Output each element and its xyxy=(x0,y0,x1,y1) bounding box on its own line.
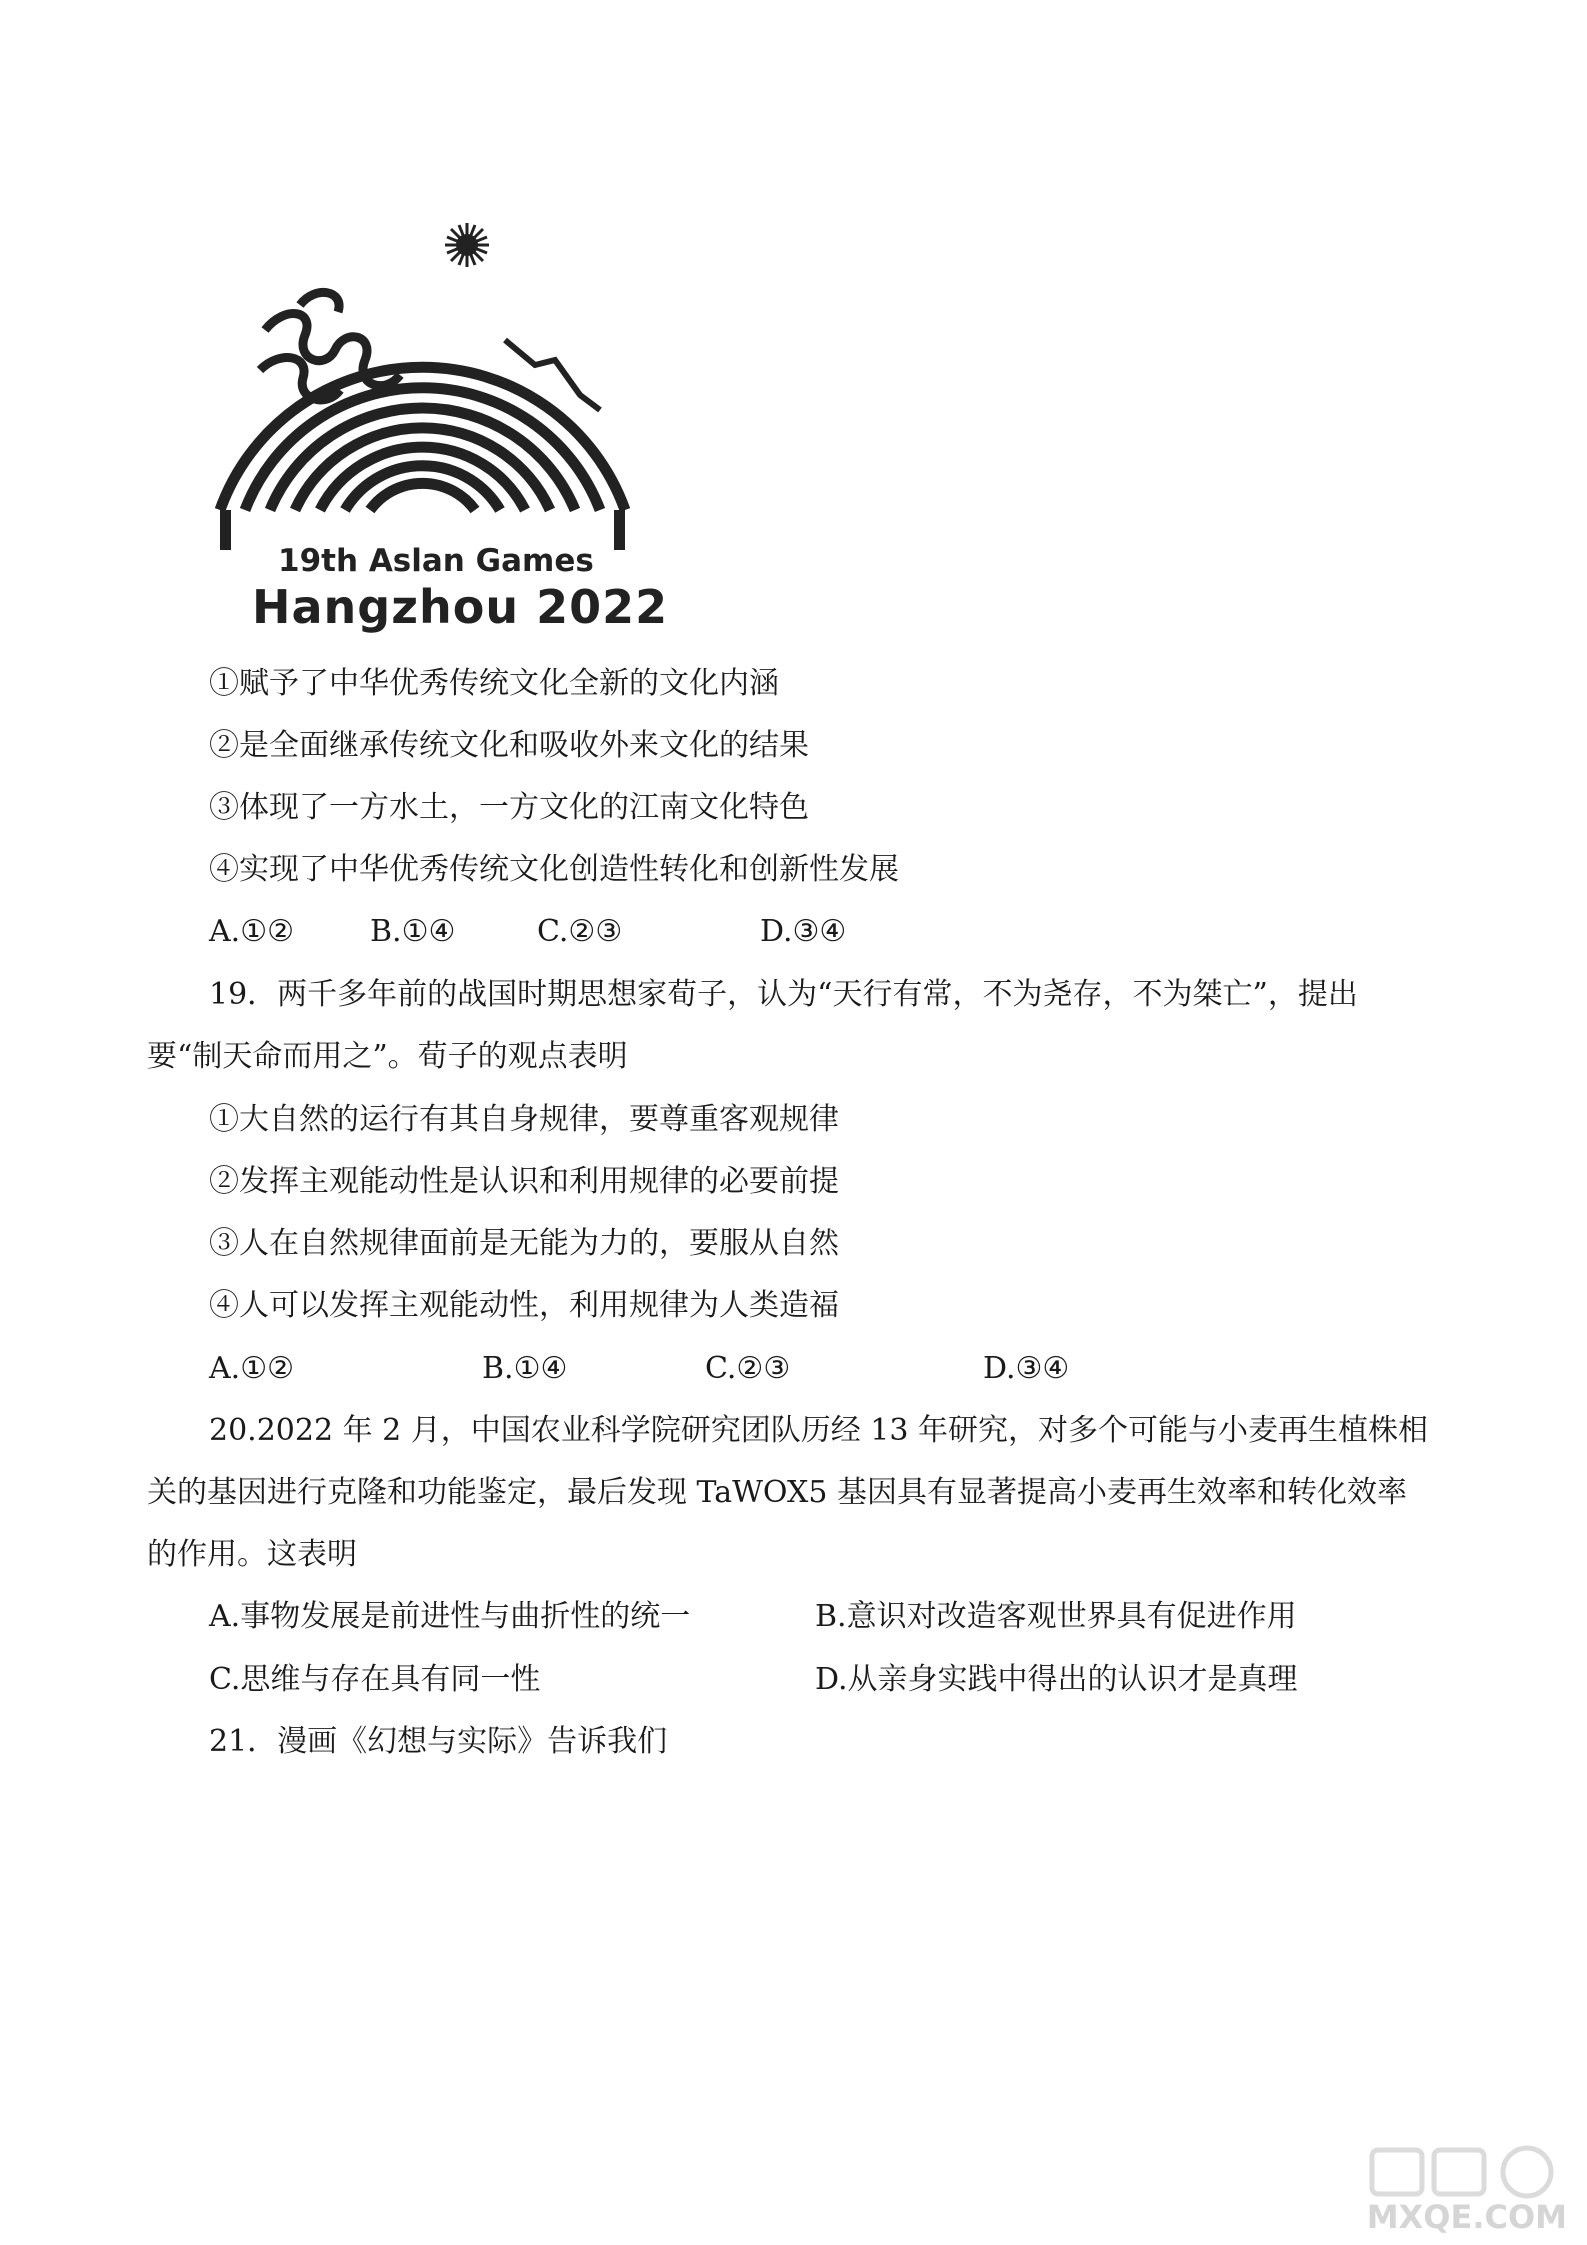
q18-answer-c: C.②③ xyxy=(537,914,623,949)
q18-answer-b: B.①④ xyxy=(370,914,456,949)
q20-answer-a: A.事物发展是前进性与曲折性的统一 xyxy=(209,1599,691,1634)
q20-stem-line1: 20.2022 年 2 月，中国农业科学院研究团队历经 13 年研究，对多个可能与小麦再生植株相 xyxy=(209,1413,1428,1448)
q20-answer-b: B.意识对改造客观世界具有促进作用 xyxy=(815,1599,1297,1634)
watermark-text: MXQE.COM xyxy=(1366,2198,1567,2236)
q20-answer-d: D.从亲身实践中得出的认识才是真理 xyxy=(815,1662,1298,1697)
q19-answer-d: D.③④ xyxy=(983,1351,1070,1386)
q18-option-3: ③体现了一方水土，一方文化的江南文化特色 xyxy=(209,790,809,825)
q19-answer-c: C.②③ xyxy=(705,1351,791,1386)
q19-option-3: ③人在自然规律面前是无能为力的，要服从自然 xyxy=(209,1226,839,1261)
q20-stem-line3: 的作用。这表明 xyxy=(147,1537,357,1572)
q19-answer-b: B.①④ xyxy=(482,1351,568,1386)
q18-answer-a: A.①② xyxy=(209,914,294,949)
q18-answer-d: D.③④ xyxy=(760,914,847,949)
watermark xyxy=(1352,2142,1567,2237)
sun-icon xyxy=(445,223,489,267)
q19-option-1: ①大自然的运行有其自身规律，要尊重客观规律 xyxy=(209,1102,839,1137)
q21-stem: 21．漫画《幻想与实际》告诉我们 xyxy=(209,1724,668,1759)
logo-text-line2: Hangzhou 2022 xyxy=(252,580,669,634)
watermark-logo-icon xyxy=(1352,2142,1567,2202)
q19-stem-line1: 19．两千多年前的战国时期思想家荀子，认为“天行有常，不为尧存，不为桀亡”，提出 xyxy=(209,977,1358,1012)
q18-option-1: ①赋予了中华优秀传统文化全新的文化内涵 xyxy=(209,666,779,701)
q18-option-2: ②是全面继承传统文化和吸收外来文化的结果 xyxy=(209,728,809,763)
logo-text-line1: 19th Aslan Games xyxy=(278,543,594,579)
q19-option-2: ②发挥主观能动性是认识和利用规律的必要前提 xyxy=(209,1164,839,1199)
q19-option-4: ④人可以发挥主观能动性，利用规律为人类造福 xyxy=(209,1288,839,1323)
q19-answer-a: A.①② xyxy=(209,1351,294,1386)
q20-answer-c: C.思维与存在具有同一性 xyxy=(209,1662,541,1697)
q18-option-4: ④实现了中华优秀传统文化创造性转化和创新性发展 xyxy=(209,852,899,887)
q19-stem-line2: 要“制天命而用之”。荀子的观点表明 xyxy=(147,1039,628,1074)
q20-stem-line2: 关的基因进行克隆和功能鉴定，最后发现 TaWOX5 基因具有显著提高小麦再生效率和转化效率 xyxy=(147,1475,1407,1510)
